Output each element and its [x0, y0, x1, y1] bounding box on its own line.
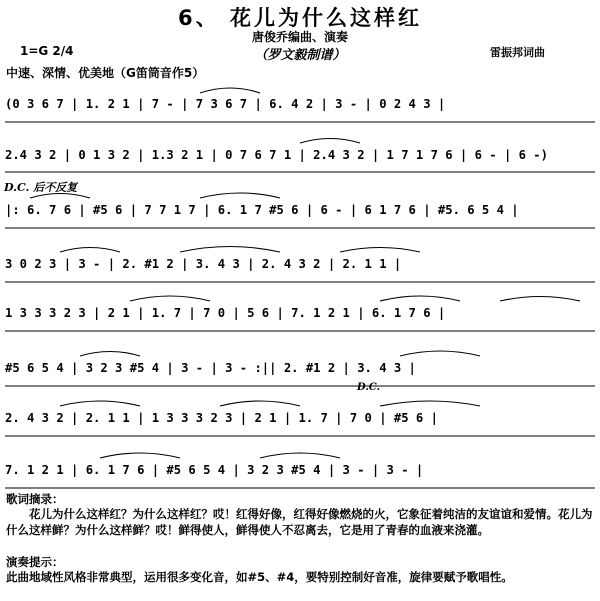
score-row: 3 0 2 3 | 3 - | 2. #1 2 | 3. 4 3 | 2. 4 3 2 | 2. 1 1 |: [5, 257, 402, 271]
lyrics-text: 花儿为什么这样红？为什么这样红？哎！红得好像，红得好像燃烧的火，它象征着纯洁的友谊谊和爱情。花儿为什么这样鲜？为什么这样鲜？哎！鲜得使人，鲜得使人不忍离去，它是用了青春的血液来浇灌。: [6, 507, 593, 537]
score-row: 1 3 3 3 2 3 | 2 1 | 1. 7 | 7 0 | 5 6 | 7. 1 2 1 | 6. 1 7 6 |: [5, 306, 446, 320]
score-row: 7. 1 2 1 | 6. 1 7 6 | #5 6 5 4 | 3 2 3 #5 4 | 3 - | 3 - |: [5, 463, 424, 477]
page-title: 6、 花儿为什么这样红: [178, 6, 422, 30]
score-row: 2.4 3 2 | 0 1 3 2 | 1.3 2 1 | 0 7 6 7 1 | 2.4 3 2 | 1 7 1 7 6 | 6 - | 6 -): [5, 148, 548, 162]
score-row: #5 6 5 4 | 3 2 3 #5 4 | 3 - | 3 - :|| 2. #1 2 | 3. 4 3 |: [5, 361, 416, 375]
tips-heading: 演奏提示：: [6, 555, 64, 569]
lyrics-heading: 歌词摘录：: [6, 492, 64, 506]
key-signature: 1=G 2/4: [20, 44, 74, 58]
dc-inline-marking: D.C.: [357, 382, 381, 393]
tempo-marking: 中速、深情、优美地（G笛筒音作5）: [6, 66, 205, 80]
dc-marking: D.C. 后不反复: [4, 181, 78, 194]
score-row: (0 3 6 7 | 1. 2 1 | 7 - | 7 3 6 7 | 6. 4 2 | 3 - | 0 2 4 3 |: [5, 97, 446, 111]
tips-text: 此曲地域性风格非常典型，运用很多变化音，如#5、#4，要特别控制好音准，旋律要赋予歌唱性。: [6, 570, 513, 584]
lyricist-credit: 雷振邦词曲: [490, 46, 545, 59]
notation-credit: （罗文毅制谱）: [254, 48, 346, 63]
arranger-credit: 唐俊乔编曲、演奏: [251, 30, 348, 44]
score-row: |: 6. 7 6 | #5 6 | 7 7 1 7 | 6. 1 7 #5 6 | 6 - | 6 1 7 6 | #5. 6 5 4 |: [5, 203, 519, 217]
score-row: 2. 4 3 2 | 2. 1 1 | 1 3 3 3 2 3 | 2 1 | 1. 7 | 7 0 | #5 6 |: [5, 411, 438, 425]
